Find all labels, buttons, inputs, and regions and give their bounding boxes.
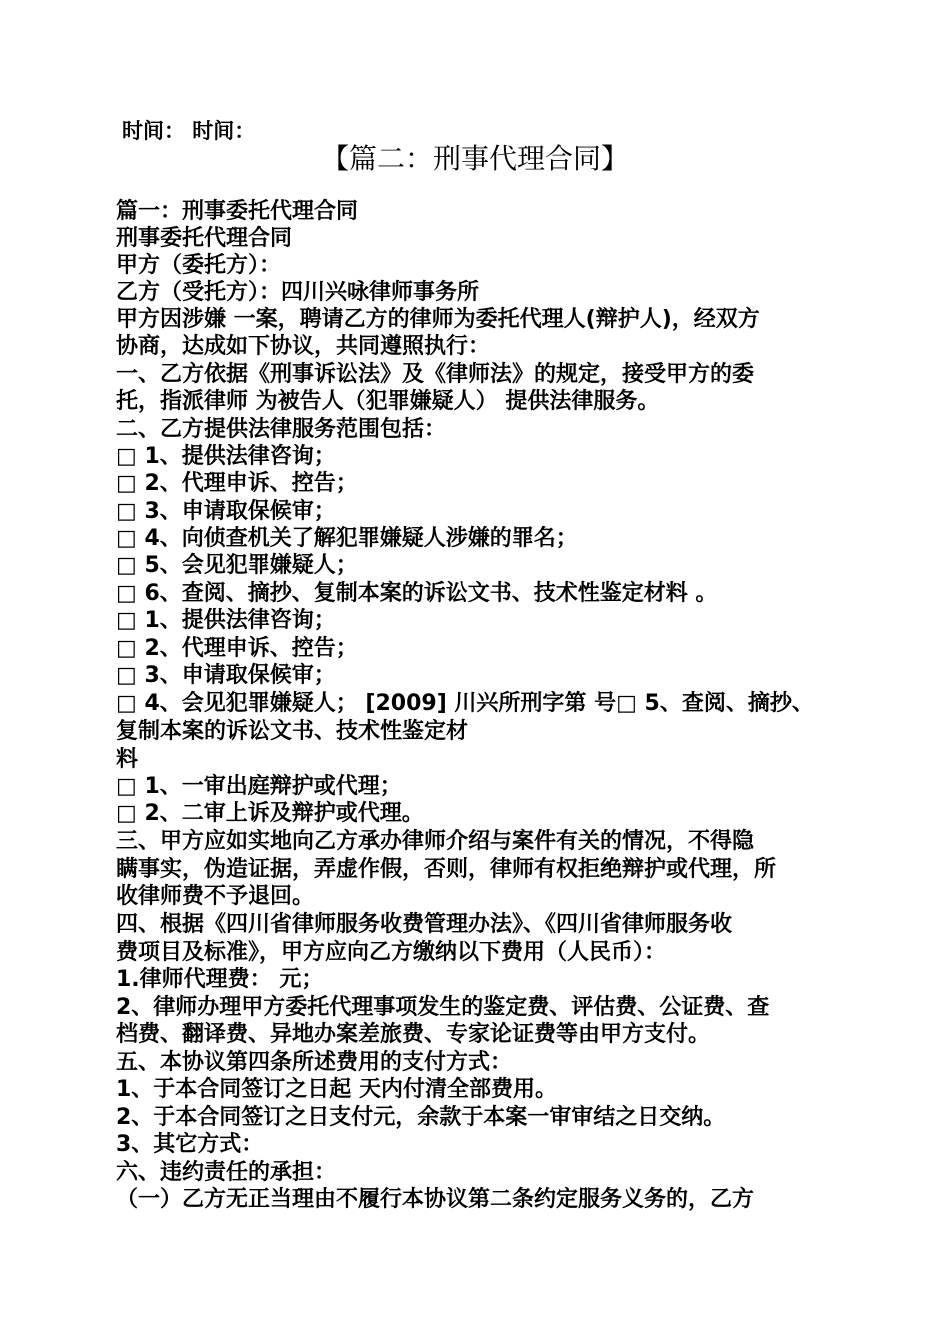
party-b: 乙方（受托方）：四川兴咏律师事务所 [116, 280, 480, 305]
clause-6-item-1: （一）乙方无正当理由不履行本协议第二条约定服务义务的，乙方 [116, 1187, 755, 1212]
service-item: □ 1、提供法律咨询； [116, 608, 336, 633]
heading-part-one: 篇一：刑事委托代理合同 [116, 199, 359, 224]
clause-4-line-1: 四、根据《四川省律师服务收费管理办法》、《四川省律师服务收 [116, 912, 733, 937]
service-item: □ 4、会见犯罪嫌疑人； [2009] 川兴所刑字第 号□ 5、查阅、摘抄、 [116, 691, 814, 716]
clause-1-line-2: 托，指派律师 为被告人（犯罪嫌疑人） 提供法律服务。 [116, 389, 660, 414]
fee-item: 1.律师代理费： 元； [116, 967, 324, 992]
service-item: □ 1、提供法律咨询； [116, 444, 336, 469]
clause-5-heading: 五、本协议第四条所述费用的支付方式： [116, 1050, 513, 1075]
payment-item: 3、其它方式： [116, 1132, 264, 1157]
clause-3-line-3: 收律师费不予退回。 [116, 884, 315, 909]
clause-4-line-2: 费项目及标准》，甲方应向乙方缴纳以下费用（人民币）： [116, 940, 667, 965]
contract-title: 刑事委托代理合同 [116, 226, 293, 251]
service-item: □ 2、代理申诉、控告； [116, 471, 358, 496]
service-item-continued: 复制本案的诉讼文书、技术性鉴定材 [116, 719, 469, 744]
document-title: 【篇二：刑事代理合同】 [320, 142, 629, 175]
clause-1-line-1: 一、乙方依据《刑事诉讼法》及《律师法》的规定，接受甲方的委 [116, 362, 755, 387]
service-item: □ 3、申请取保候审； [116, 499, 336, 524]
preamble-line-1: 甲方因涉嫌 一案，聘请乙方的律师为委托代理人(辩护人)，经双方 [116, 307, 760, 332]
fee-item: 2、律师办理甲方委托代理事项发生的鉴定费、评估费、公证费、查 [116, 995, 770, 1020]
service-item: □ 1、一审出庭辩护或代理； [116, 774, 402, 799]
time-header: 时间： 时间： [122, 119, 256, 143]
service-item: □ 6、查阅、摘抄、复制本案的诉讼文书、技术性鉴定材料 。 [116, 581, 718, 606]
clause-3-line-2: 瞒事实，伪造证据，弄虚作假，否则，律师有权拒绝辩护或代理，所 [116, 857, 777, 882]
clause-2-heading: 二、乙方提供法律服务范围包括： [116, 417, 447, 442]
clause-6-heading: 六、违约责任的承担： [116, 1160, 337, 1185]
service-item-continued: 料 [116, 747, 139, 772]
clause-3-line-1: 三、甲方应如实地向乙方承办律师介绍与案件有关的情况，不得隐 [116, 829, 755, 854]
service-item: □ 5、会见犯罪嫌疑人； [116, 553, 358, 578]
party-a: 甲方（委托方）： [116, 253, 282, 278]
service-item: □ 3、申请取保候审； [116, 663, 336, 688]
service-item: □ 4、向侦查机关了解犯罪嫌疑人涉嫌的罪名； [116, 526, 578, 551]
preamble-line-2: 协商，达成如下协议，共同遵照执行： [116, 334, 491, 359]
fee-item-continued: 档费、翻译费、异地办案差旅费、专家论证费等由甲方支付。 [116, 1022, 711, 1047]
payment-item: 2、于本合同签订之日支付元，余款于本案一审审结之日交纳。 [116, 1105, 726, 1130]
service-item: □ 2、二审上诉及辩护或代理。 [116, 801, 424, 826]
service-item: □ 2、代理申诉、控告； [116, 636, 358, 661]
payment-item: 1、于本合同签订之日起 天内付清全部费用。 [116, 1077, 557, 1102]
